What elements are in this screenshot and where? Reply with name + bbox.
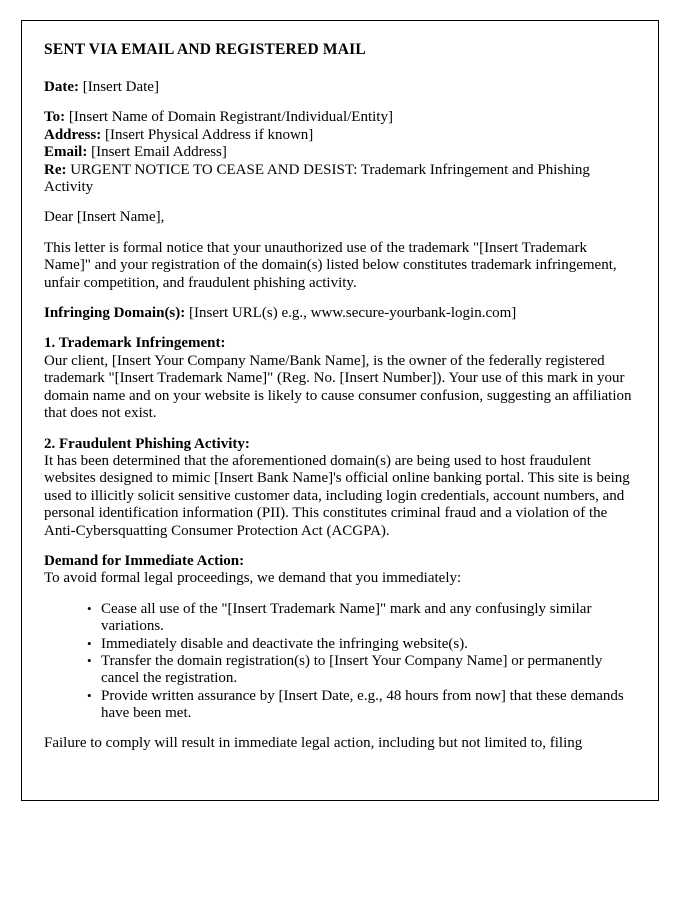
section-one-body: Our client, [Insert Your Company Name/Bank Name], is the owner of the federally registered trademark "[Insert Trademark Name]" (Reg. No. [Insert Number]). Your use of this mark in your domain name and on your website is likely to cause consumer confusion, suggesting an affiliation that does not exist. <box>44 352 632 422</box>
page-title: SENT VIA EMAIL AND REGISTERED MAIL <box>44 41 366 58</box>
intro-paragraph: This letter is formal notice that your unauthorized use of the trademark "[Insert Trademark Name]" and your registration of the domain(s) listed below constitutes trademark infringement, unfair competition, and fraudulent phishing activity. <box>44 239 617 291</box>
infringing-domains-label: Infringing Domain(s): <box>44 305 186 322</box>
list-item: • Immediately disable and deactivate the infringing website(s). <box>88 636 636 653</box>
address-line <box>44 127 636 144</box>
email-value: [Insert Email Address] <box>91 144 227 161</box>
address-label: Address: <box>44 126 102 143</box>
list-item: • Transfer the domain registration(s) to [Insert Your Company Name] or permanently cancel the registration. <box>88 653 636 688</box>
subject-label: Re: <box>44 161 67 178</box>
demand-heading: Demand for Immediate Action: <box>44 552 245 569</box>
date-line <box>44 79 636 96</box>
to-value: [Insert Name of Domain Registrant/Individual/Entity] <box>68 109 393 126</box>
demand-list <box>44 601 636 723</box>
to-label: To: <box>44 109 66 126</box>
document-page <box>21 20 659 801</box>
date-block <box>44 79 636 96</box>
subject-value: URGENT NOTICE TO CEASE AND DESIST: Trademark Infringement and Phishing Activity <box>44 161 590 196</box>
list-item: • Cease all use of the "[Insert Trademark Name]" mark and any confusingly similar variations. <box>88 601 636 636</box>
recipient-block <box>44 109 636 196</box>
section-two-body: It has been determined that the aforementioned domain(s) are being used to host fraudulent websites designed to mimic [Insert Bank Name]'s official online banking portal. This site is being used to illicitly solicit sensitive customer data, including login credentials, account numbers, and personal identification information (PII). This constitutes criminal fraud and a violation of the Anti-Cybersquatting Consumer Protection Act (ACGPA). <box>44 452 630 539</box>
date-value: [Insert Date] <box>82 79 159 95</box>
email-label: Email: <box>44 144 88 161</box>
to-line <box>44 109 636 126</box>
demand-intro: To avoid formal legal proceedings, we demand that you immediately: <box>44 570 462 587</box>
section-one-heading: 1. Trademark Infringement: <box>44 335 226 352</box>
closing-paragraph: Failure to comply will result in immediate legal action, including but not limited to, filing <box>44 734 583 751</box>
infringing-domains-value: [Insert URL(s) e.g., www.secure-yourbank-login.com] <box>189 305 517 322</box>
address-value: [Insert Physical Address if known] <box>104 126 314 143</box>
document-body <box>44 41 636 752</box>
infringing-domains-line <box>44 305 636 322</box>
list-item: • Provide written assurance by [Insert Date, e.g., 48 hours from now] that these demands have been met. <box>88 688 636 723</box>
email-line <box>44 144 636 161</box>
date-label: Date: <box>44 79 79 95</box>
subject-line <box>44 162 636 197</box>
salutation: Dear [Insert Name], <box>44 209 165 226</box>
section-two-heading: 2. Fraudulent Phishing Activity: <box>44 435 250 452</box>
